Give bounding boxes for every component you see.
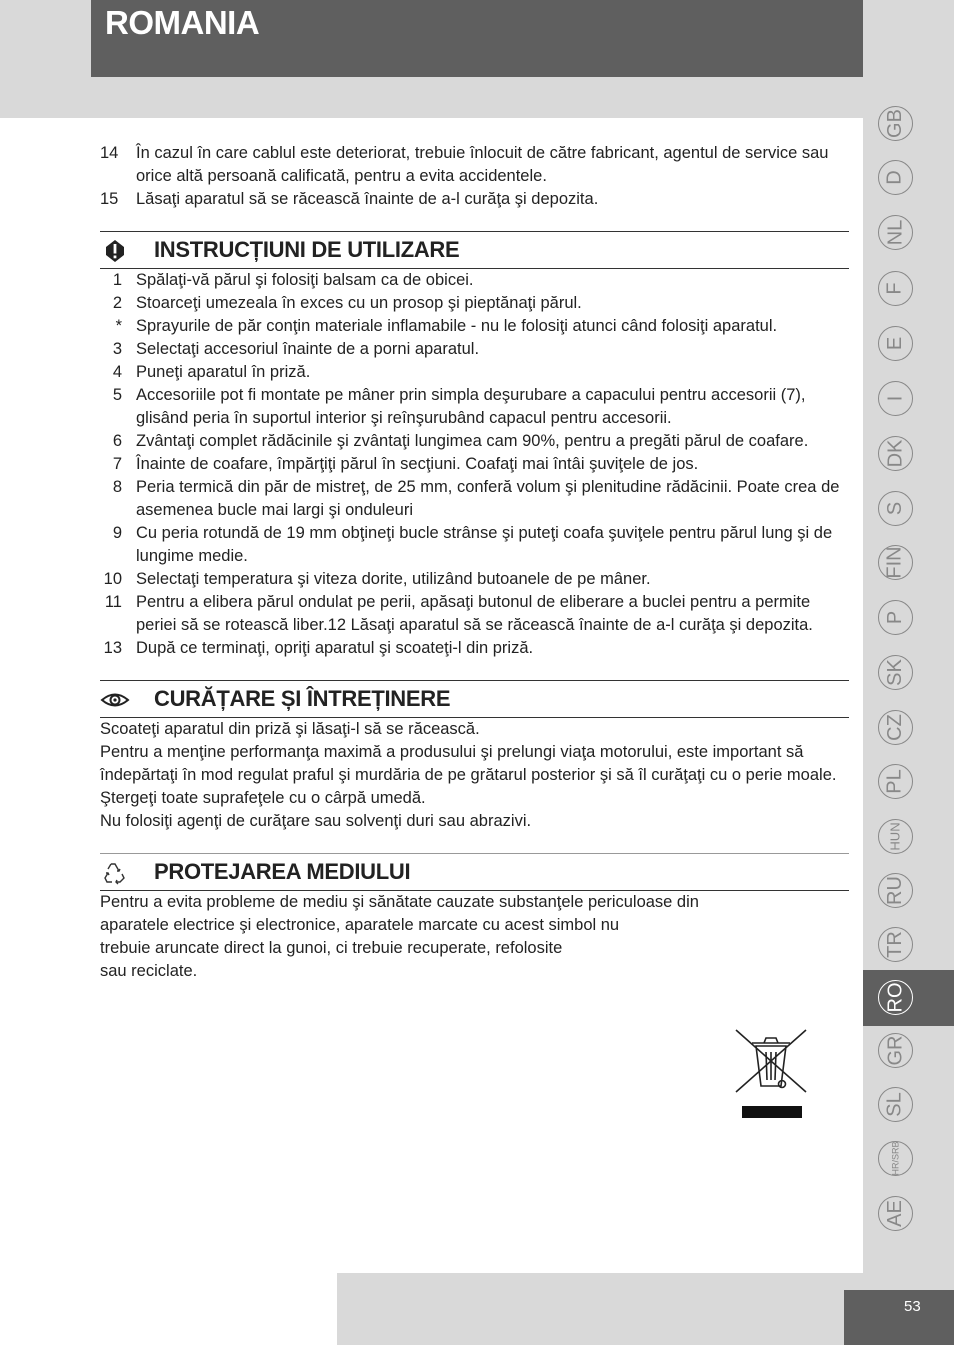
list-item: 13 După ce terminaţi, opriţi aparatul şi scoateţi-l din priză. <box>103 639 534 657</box>
language-tab-cz[interactable]: CZ <box>878 710 913 745</box>
page-header <box>91 0 863 77</box>
paragraph: Scoateţi aparatul din priză şi lăsaţi-l să se răcească. <box>100 720 480 738</box>
list-item: 14 În cazul în care cablul este deteriorat, trebuie înlocuit de către fabricant, agentul de service sau orice altă persoană calificată, pentru a evita accidentele. <box>100 144 829 185</box>
language-tabs <box>863 96 954 1256</box>
language-tab-gr[interactable]: GR <box>878 1033 913 1068</box>
page-number: 53 <box>904 1298 921 1315</box>
list-item: 4 Puneţi aparatul în priză. <box>112 363 311 381</box>
list-item: 6 Zvântaţi complet rădăcinile şi zvântaţi lungimea cam 90%, pentru a pregăti părul de coafare. <box>112 432 809 450</box>
paragraph: Pentru a menţine performanţa maximă a produsului şi prelungi viaţa motorului, este important să îndepărtaţi în mod regulat praful şi murdăria de pe grătarul posterior şi să îl curăţaţi cu o perie moale. <box>100 743 837 784</box>
list-item: 11 Pentru a elibera părul ondulat pe perii, apăsaţi butonul de eliberare a buclei pentru a permite periei să se rotească liber.12 Lăsaţi aparatul să se răcească înainte de a-l curăţa şi depozita. <box>104 593 813 634</box>
language-tab-dk[interactable]: DK <box>878 436 913 471</box>
list-item: 7 Înainte de coafare, împărţiţi părul în secţiuni. Coafaţi mai întâi şuviţele de jos. <box>112 455 699 473</box>
section-heading-environment <box>100 853 849 891</box>
section-heading-usage <box>100 231 849 269</box>
intro-list <box>100 142 849 211</box>
language-tab-sk[interactable]: SK <box>878 655 913 690</box>
crossed-out-bin-icon <box>734 1028 810 1120</box>
list-item: 10 Selectaţi temperatura şi viteza dorite, utilizând butoanele de pe mâner. <box>103 570 651 588</box>
environment-text <box>100 891 849 983</box>
bottom-white-band <box>0 1273 337 1345</box>
language-tab-nl[interactable]: NL <box>878 215 913 250</box>
paragraph: Ştergeţi toate suprafeţele cu o cârpă umedă. <box>100 789 426 807</box>
language-tab-e[interactable]: E <box>878 326 913 361</box>
section-title: PROTEJAREA MEDIULUI <box>154 859 411 884</box>
language-tab-p[interactable]: P <box>878 600 913 635</box>
list-item: 5 Accesoriile pot fi montate pe mâner prin simpla deşurubare a capacului pentru accesorii (7), glisând peria în suportul interior şi reînşurubând capacul pentru accesorii. <box>112 386 806 427</box>
cleaning-text <box>100 718 849 833</box>
section-title: CURĂȚARE ȘI ÎNTREȚINERE <box>154 686 451 711</box>
language-tab-hr-srb[interactable]: HR/SRB <box>878 1141 913 1176</box>
list-item: 9 Cu peria rotundă de 19 mm obţineţi bucle strânse şi puteţi coafa şuviţele pentru părul lung şi de lungime medie. <box>112 524 833 565</box>
language-tab-ru[interactable]: RU <box>878 873 913 908</box>
paragraph-line: sau reciclate. <box>100 962 198 980</box>
language-tab-d[interactable]: D <box>878 160 913 195</box>
language-tab-s[interactable]: S <box>878 491 913 526</box>
language-tab-gb[interactable]: GB <box>878 106 913 141</box>
language-tab-i[interactable]: I <box>878 381 913 416</box>
paragraph-line: aparatele electrice şi electronice, aparatele marcate cu acest simbol nu <box>100 916 620 934</box>
language-tab-f[interactable]: F <box>878 271 913 306</box>
list-item: 1 Spălaţi-vă părul şi folosiţi balsam ca de obicei. <box>112 271 474 289</box>
content <box>100 142 849 983</box>
language-tab-ro[interactable]: RO <box>878 980 913 1015</box>
recycle-icon <box>100 861 130 885</box>
list-item: 3 Selectaţi accesoriul înainte de a porni aparatul. <box>112 340 480 358</box>
language-tab-hun[interactable]: HUN <box>878 819 913 854</box>
list-item: 15 Lăsaţi aparatul să se răcească înainte de a-l curăţa şi depozita. <box>100 190 599 208</box>
list-item: 2 Stoarceţi umezeala în exces cu un prosop şi pieptănaţi părul. <box>112 294 582 312</box>
warning-icon <box>100 239 130 263</box>
usage-list <box>100 269 849 660</box>
language-tab-tr[interactable]: TR <box>878 927 913 962</box>
page-title: ROMANIA <box>105 4 260 41</box>
paragraph: Nu folosiţi agenţi de curăţare sau solvenţi duri sau abrazivi. <box>100 812 532 830</box>
section-heading-cleaning <box>100 680 849 718</box>
language-tab-pl[interactable]: PL <box>878 764 913 799</box>
section-title: INSTRUCȚIUNI DE UTILIZARE <box>154 237 460 262</box>
language-tab-sl[interactable]: SL <box>878 1087 913 1122</box>
list-item: * Sprayurile de păr conţin materiale inflamabile - nu le folosiţi atunci când folosiţi aparatul. <box>115 317 778 335</box>
paragraph-line: trebuie aruncate direct la gunoi, ci trebuie recuperate, refolosite <box>100 939 563 957</box>
language-tab-ae[interactable]: AE <box>878 1196 913 1231</box>
list-item: 8 Peria termică din păr de mistreţ, de 25 mm, conferă volum şi plenitudine rădăcinii. Poate crea de asemenea bucle mai largi şi onduleuri <box>112 478 840 519</box>
eye-icon <box>100 688 130 712</box>
paragraph-line: Pentru a evita probleme de mediu şi sănătate cauzate substanţele periculoase din <box>100 893 699 911</box>
language-tab-fin[interactable]: FIN <box>878 545 913 580</box>
page-number-box <box>844 1290 954 1345</box>
